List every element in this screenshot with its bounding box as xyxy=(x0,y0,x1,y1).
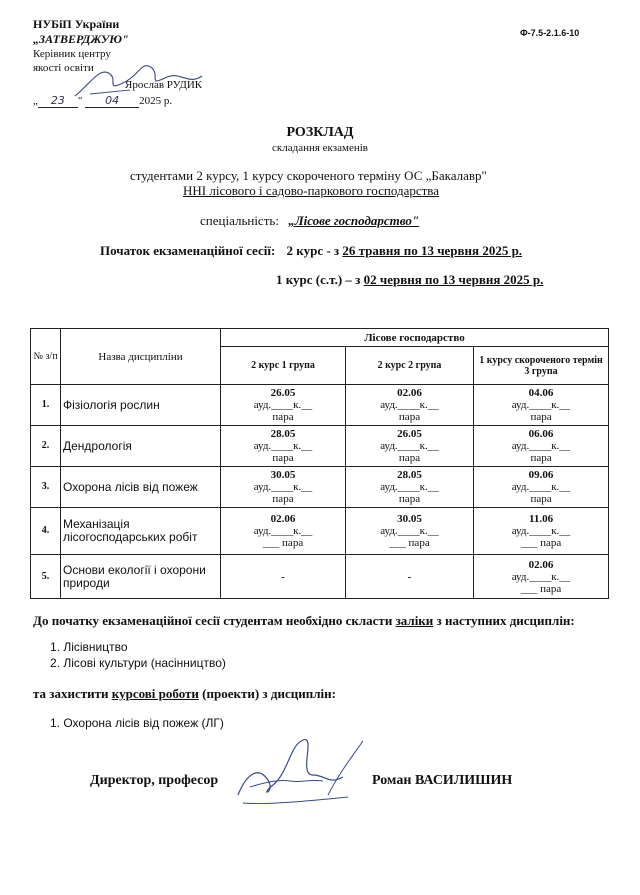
exam-date: 02.06 xyxy=(270,513,296,525)
approver-role-line1: Керівник центру xyxy=(33,48,111,60)
coursework-keyword: курсові роботи xyxy=(111,686,199,701)
room-line: ауд.____к.__ xyxy=(380,525,439,537)
pair-line: ___ пара xyxy=(389,537,430,549)
credits-intro-text: До початку екзаменаційної сесії студентам необхідно скласти xyxy=(33,613,393,628)
room-line: ауд.____к.__ xyxy=(253,481,313,493)
room-line: ауд.____к.__ xyxy=(253,399,313,411)
pair-line: пара xyxy=(530,452,552,464)
col-header-discipline: Назва дисципліни xyxy=(61,329,221,385)
exam-date: 28.05 xyxy=(270,428,296,440)
col-header-group1: 2 курс 1 група xyxy=(221,347,346,385)
session-course1-prefix: 1 курс (с.т.) – з xyxy=(276,272,361,287)
room-line: ауд.____к.__ xyxy=(380,481,439,493)
col-header-group3: 1 курсу скороченого термін 3 група xyxy=(474,347,609,385)
org-name: НУБіП України xyxy=(33,17,120,31)
credits-intro-tail: з наступних дисциплін: xyxy=(436,613,575,628)
director-name: Роман ВАСИЛИШИН xyxy=(372,773,513,788)
exam-date: 26.05 xyxy=(397,428,422,440)
room-line: ауд.____к.__ xyxy=(511,570,571,583)
exam-date: 02.06 xyxy=(528,558,554,571)
approval-day: 23 xyxy=(38,94,78,108)
discipline-name: Охорона лісів від пожеж xyxy=(61,467,221,508)
pair-line: ___ пара xyxy=(520,582,562,595)
page-title: РОЗКЛАД xyxy=(286,125,354,140)
table-row xyxy=(31,467,609,508)
approver-signature xyxy=(70,56,210,101)
room-line: ауд.____к.__ xyxy=(511,525,571,537)
pair-line: пара xyxy=(272,493,294,505)
room-line: ауд.____к.__ xyxy=(511,399,571,411)
pair-line: пара xyxy=(398,452,421,464)
page-subtitle: складання екзаменів xyxy=(272,142,368,154)
pair-line: ___ пара xyxy=(262,537,304,549)
exam-date: 28.05 xyxy=(397,469,422,481)
col-header-number: № з/п xyxy=(31,329,61,385)
approval-month: 04 xyxy=(85,94,139,108)
list-item: 2. Лісові культури (насінництво) xyxy=(50,656,226,670)
discipline-name: Фізіологія рослин xyxy=(61,385,221,426)
credits-intro xyxy=(33,613,575,629)
pair-line: пара xyxy=(398,493,421,505)
credits-keyword: заліки xyxy=(395,613,434,628)
form-code: Ф-7.5-2.1.6-10 xyxy=(520,28,580,38)
director-signature xyxy=(228,735,368,815)
approver-role-line2: якості освіти xyxy=(33,62,94,74)
no-exam-mark: - xyxy=(221,555,346,599)
pair-line: ___ пара xyxy=(520,537,562,549)
coursework-intro-text: та захистити xyxy=(33,686,109,701)
director-title: Директор, професор xyxy=(90,773,219,788)
students-line: студентами 2 курсу, 1 курсу скороченого терміну ОС „Бакалавр" xyxy=(130,168,487,183)
exam-schedule-table xyxy=(30,328,609,599)
exam-date: 30.05 xyxy=(397,513,422,525)
room-line: ауд.____к.__ xyxy=(253,525,313,537)
coursework-intro-tail: (проекти) з дисциплін: xyxy=(202,686,336,701)
approval-label: „ЗАТВЕРДЖУЮ" xyxy=(33,32,129,46)
room-line: ауд.____к.__ xyxy=(380,399,439,411)
room-line: ауд.____к.__ xyxy=(253,440,313,452)
session-course1-line xyxy=(276,272,543,288)
exam-date: 26.05 xyxy=(270,387,296,399)
specialty-label: спеціальність: xyxy=(200,213,279,228)
table-row xyxy=(31,385,609,426)
pair-line: пара xyxy=(272,452,294,464)
room-line: ауд.____к.__ xyxy=(380,440,439,452)
session-start-line xyxy=(100,243,522,259)
discipline-name: Механізація лісогосподарських робіт xyxy=(61,508,221,555)
exam-date: 02.06 xyxy=(397,387,422,399)
exam-date: 09.06 xyxy=(528,469,554,481)
col-header-group2: 2 курс 2 група xyxy=(346,347,474,385)
row-number: 4. xyxy=(31,508,61,555)
exam-date: 04.06 xyxy=(528,387,554,399)
pair-line: пара xyxy=(398,411,421,423)
pair-line: пара xyxy=(530,411,552,423)
pair-line: пара xyxy=(530,493,552,505)
approval-year: 2025 р. xyxy=(139,95,173,107)
room-line: ауд.____к.__ xyxy=(511,481,571,493)
specialty-line xyxy=(200,213,419,229)
coursework-intro xyxy=(33,686,336,702)
specialty-value: „Лісове господарство" xyxy=(288,213,420,228)
no-exam-mark: - xyxy=(346,555,474,599)
table-row xyxy=(31,508,609,555)
discipline-name: Основи екології і охорони природи xyxy=(61,555,221,599)
approval-date: „ 23 " 04 2025 р. xyxy=(33,94,173,107)
exam-date: 11.06 xyxy=(528,513,554,525)
approver-name: Ярослав РУДИК xyxy=(125,79,203,91)
pair-line: пара xyxy=(272,411,294,423)
list-item: 1. Лісівництво xyxy=(50,640,128,654)
discipline-name: Дендрологія xyxy=(61,426,221,467)
list-item: 1. Охорона лісів від пожеж (ЛГ) xyxy=(50,716,224,730)
session-course2-dates: 26 травня по 13 червня 2025 р. xyxy=(342,243,523,258)
row-number: 1. xyxy=(31,385,61,426)
table-row xyxy=(31,426,609,467)
exam-date: 30.05 xyxy=(270,469,296,481)
row-number: 2. xyxy=(31,426,61,467)
row-number: 3. xyxy=(31,467,61,508)
table-row xyxy=(31,555,609,599)
institute-name: ННІ лісового і садово-паркового господарства xyxy=(183,183,440,198)
session-label: Початок екзаменаційної сесії: xyxy=(100,243,276,258)
row-number: 5. xyxy=(31,555,61,599)
session-course2-prefix: 2 курс - з xyxy=(286,243,340,258)
room-line: ауд.____к.__ xyxy=(511,440,571,452)
session-course1-dates: 02 червня по 13 червня 2025 р. xyxy=(363,272,544,287)
exam-date: 06.06 xyxy=(528,428,554,440)
group-header: Лісове господарство xyxy=(221,329,609,347)
